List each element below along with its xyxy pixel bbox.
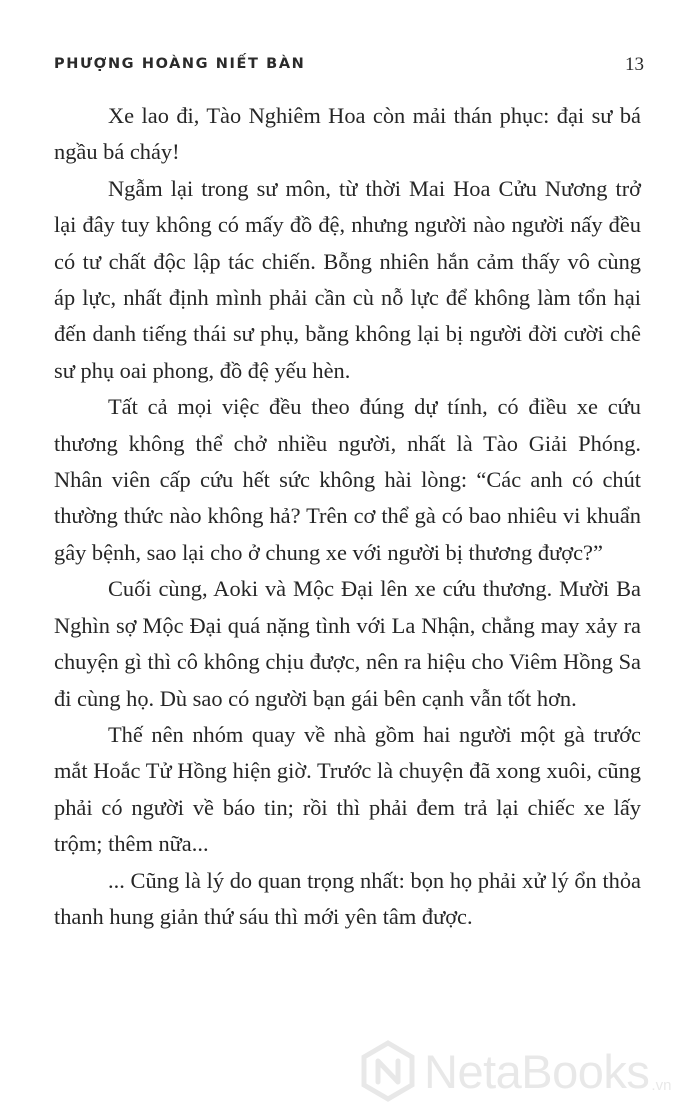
- watermark-text: NetaBooks: [424, 1044, 650, 1098]
- paragraph: Ngẫm lại trong sư môn, từ thời Mai Hoa Cửu Nương trở lại đây tuy không có mấy đồ đệ, nhưng người nào người nấy đều có tư chất độc lập tác chiến. Bỗng nhiên hắn cảm thấy vô cùng áp lực, nhất định mình phải cần cù nỗ lực để không làm tổn hại đến danh tiếng thái sư phụ, bằng không lại bị người đời cười chê sư phụ oai phong, đồ đệ yếu hèn.: [54, 175, 641, 383]
- running-head: PHƯỢNG HOÀNG NIẾT BÀN: [54, 56, 306, 72]
- body-text: [54, 98, 641, 935]
- netabooks-logo-icon: [360, 1040, 416, 1102]
- page-number: 13: [625, 54, 644, 75]
- paragraph: Tất cả mọi việc đều theo đúng dự tính, có điều xe cứu thương không thể chở nhiều người, nhất là Tào Giải Phóng. Nhân viên cấp cứu hết sức không hài lòng: “Các anh có chút thường thức nào không hả? Trên cơ thể gà có bao nhiêu vi khuẩn gây bệnh, sao lại cho ở chung xe với người bị thương được?”: [54, 394, 641, 565]
- paragraph: ... Cũng là lý do quan trọng nhất: bọn họ phải xử lý ổn thỏa thanh hung giản thứ sáu thì mới yên tâm được.: [54, 867, 641, 929]
- paragraph: Cuối cùng, Aoki và Mộc Đại lên xe cứu thương. Mười Ba Nghìn sợ Mộc Đại quá nặng tình với La Nhận, chẳng may xảy ra chuyện gì thì cô không chịu được, nên ra hiệu cho Viêm Hồng Sa đi cùng họ. Dù sao có người bạn gái bên cạnh vẫn tốt hơn.: [54, 576, 641, 711]
- paragraph: Thế nên nhóm quay về nhà gồm hai người một gà trước mắt Hoắc Tử Hồng hiện giờ. Trước là chuyện đã xong xuôi, cũng phải có người về báo tin; rồi thì phải đem trả lại chiếc xe lấy trộm; thêm nữa...: [54, 721, 641, 857]
- watermark-suffix: .vn: [651, 1077, 672, 1094]
- watermark: [360, 1036, 671, 1106]
- paragraph: Xe lao đi, Tào Nghiêm Hoa còn mải thán phục: đại sư bá ngầu bá cháy!: [54, 103, 641, 165]
